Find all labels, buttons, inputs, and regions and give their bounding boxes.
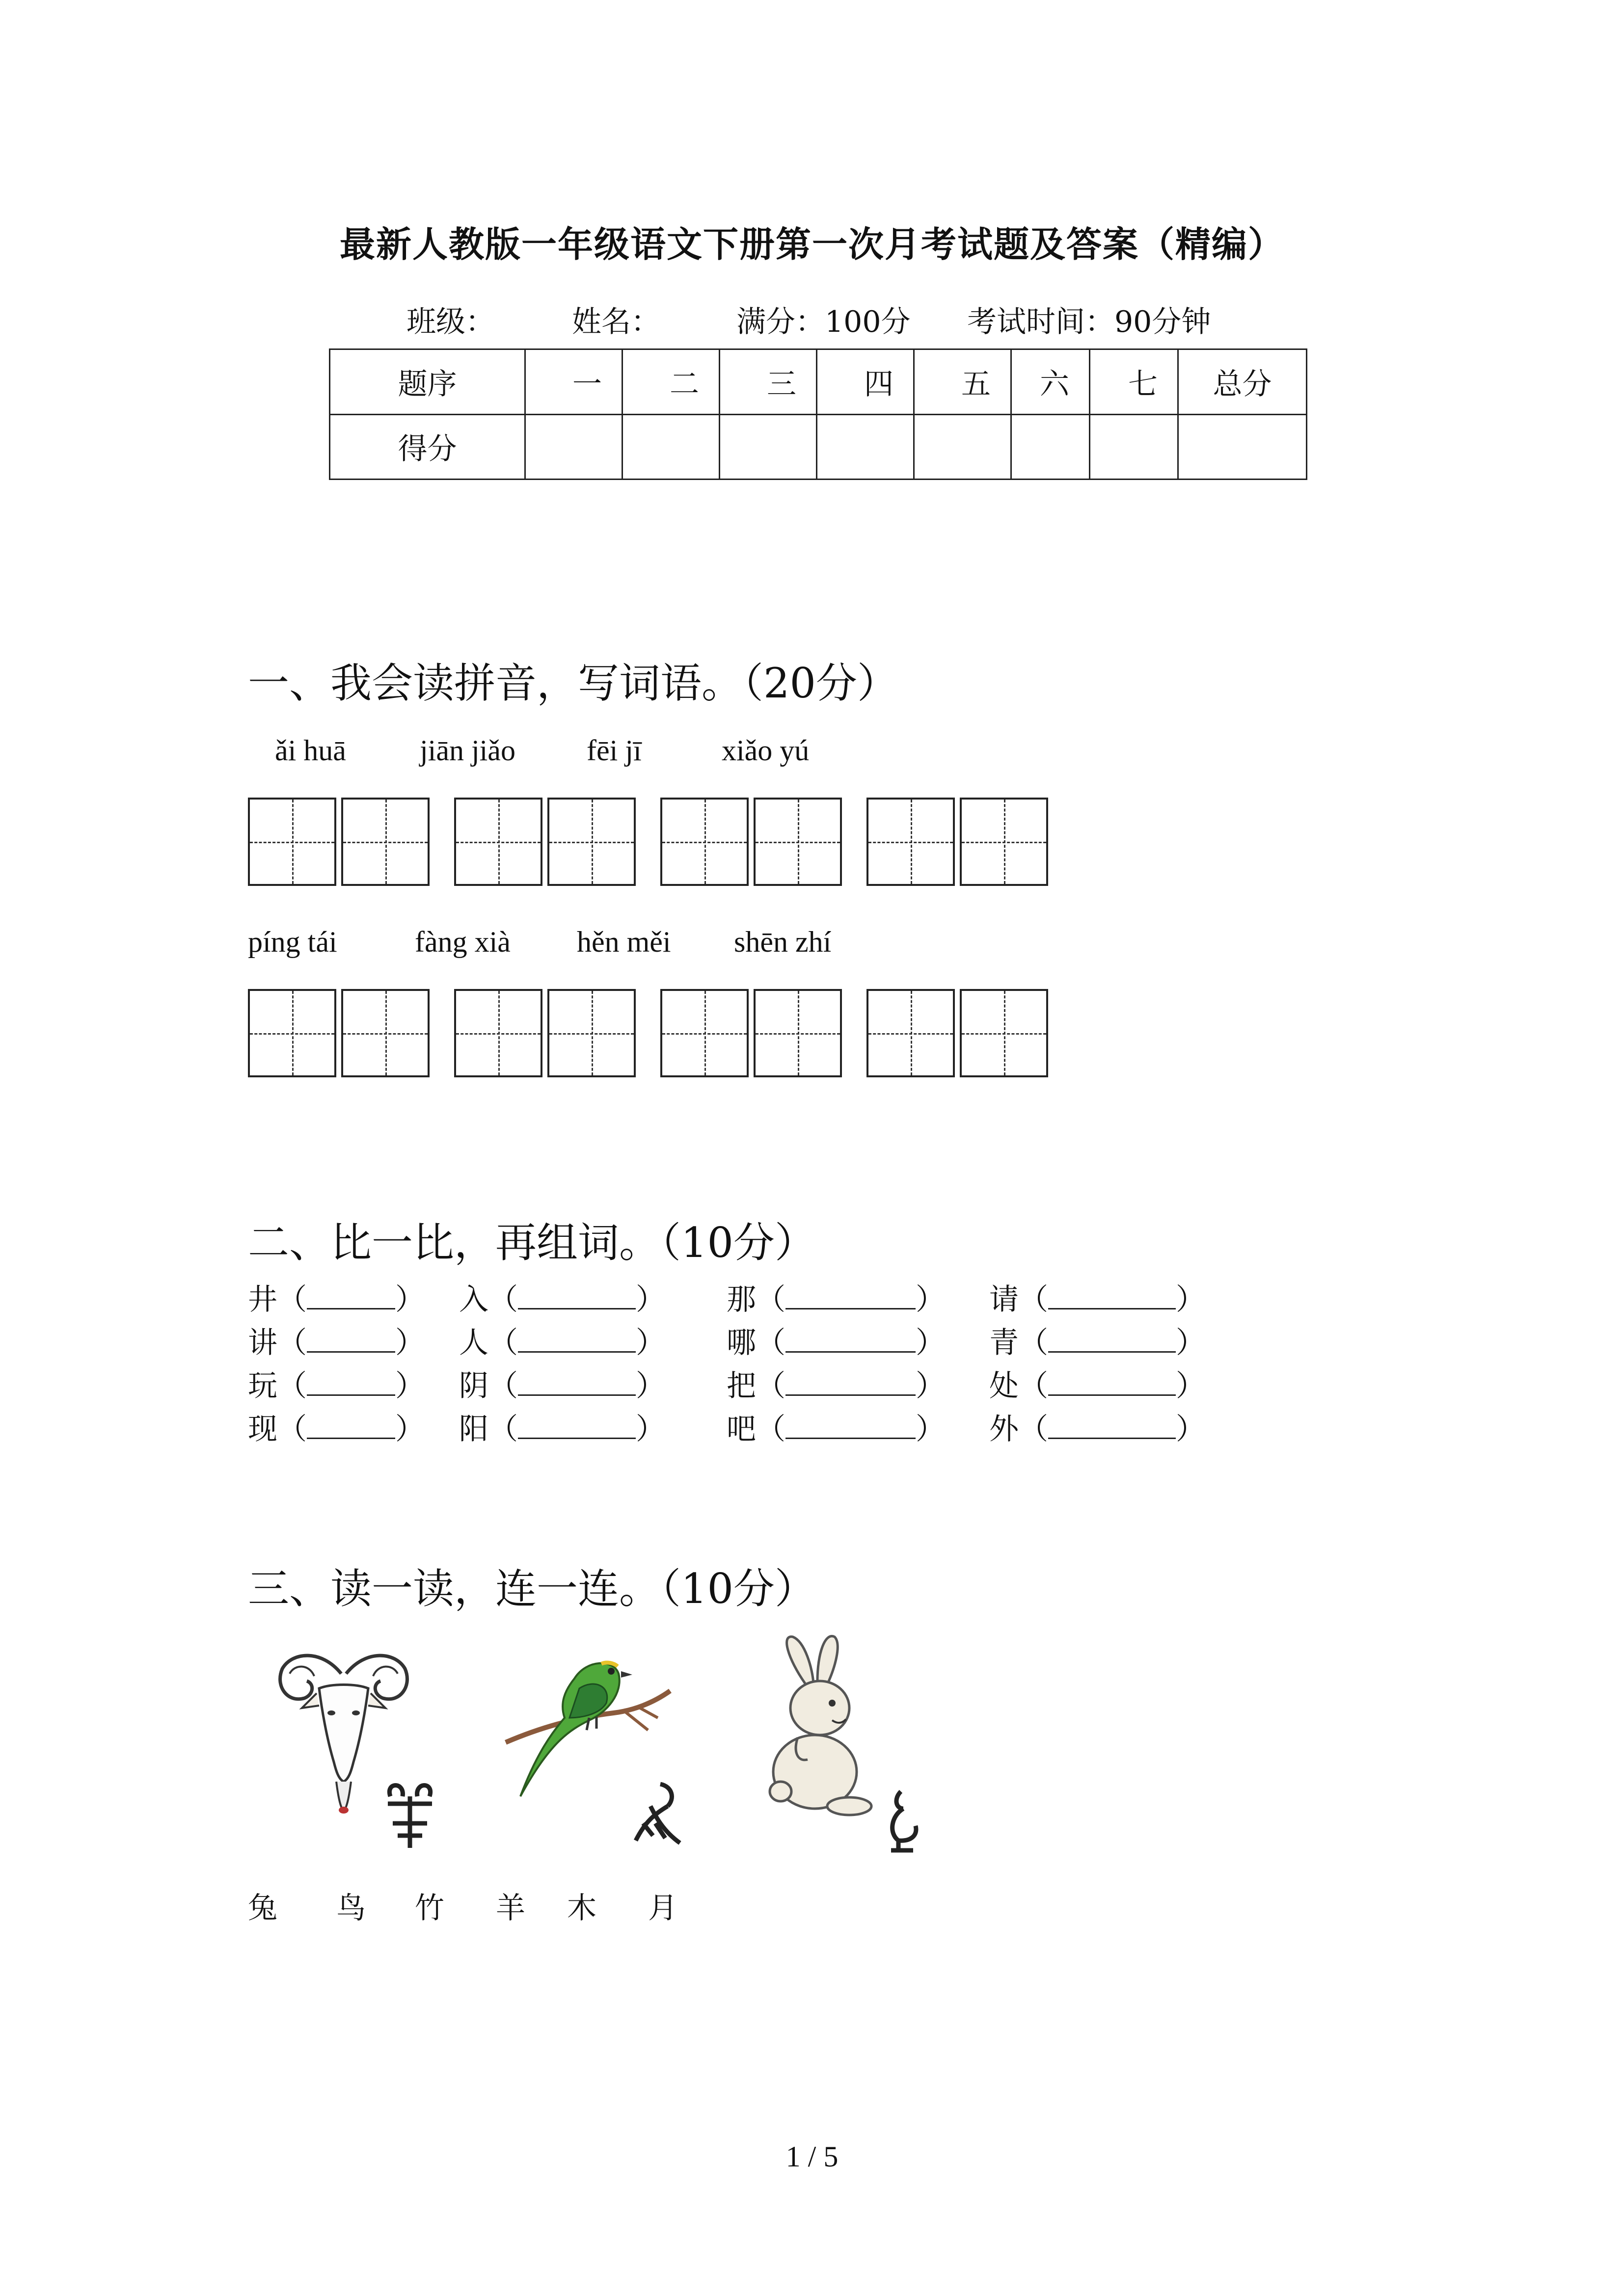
compare-word-item bbox=[248, 1319, 425, 1362]
writing-cell[interactable] bbox=[754, 989, 842, 1077]
close-paren: ） bbox=[1176, 1282, 1205, 1317]
pinyin-label: fēi jī bbox=[587, 734, 642, 767]
name-label: 姓名： bbox=[572, 305, 660, 339]
score-input-cell[interactable] bbox=[1011, 414, 1090, 480]
close-paren: ） bbox=[395, 1412, 425, 1446]
score-table-cell: 二 bbox=[623, 349, 720, 415]
question-2-heading: 二、比一比，再组词。（10分） bbox=[248, 1219, 816, 1267]
compare-char: 阳 bbox=[459, 1412, 488, 1446]
grid-guide-horizontal bbox=[250, 1033, 334, 1035]
grid-guide-horizontal bbox=[868, 842, 953, 843]
full-score: 满分：100分 bbox=[736, 305, 911, 339]
answer-blank[interactable] bbox=[307, 1329, 395, 1353]
writing-cell[interactable] bbox=[547, 798, 636, 886]
answer-blank[interactable] bbox=[307, 1372, 395, 1396]
grid-guide-horizontal bbox=[343, 1033, 428, 1035]
answer-blank[interactable] bbox=[785, 1329, 916, 1353]
open-paren: （ bbox=[756, 1369, 785, 1403]
compare-word-item bbox=[989, 1319, 1205, 1362]
match-char[interactable]: 竹 bbox=[415, 1891, 444, 1925]
score-input-cell[interactable] bbox=[1178, 414, 1307, 480]
compare-char: 请 bbox=[989, 1282, 1019, 1317]
answer-blank[interactable] bbox=[1048, 1285, 1176, 1309]
score-table-cell: 四 bbox=[817, 349, 914, 415]
close-paren: ） bbox=[636, 1326, 665, 1360]
compare-char: 玩 bbox=[248, 1369, 277, 1403]
writing-cell[interactable] bbox=[960, 798, 1048, 886]
score-table-cell: 一 bbox=[525, 349, 623, 415]
close-paren: ） bbox=[916, 1326, 945, 1360]
compare-char: 那 bbox=[727, 1282, 756, 1317]
compare-word-item bbox=[248, 1406, 425, 1448]
score-table-cell: 六 bbox=[1011, 349, 1090, 415]
pinyin-label: jiān jiǎo bbox=[420, 734, 515, 767]
answer-blank[interactable] bbox=[307, 1415, 395, 1439]
writing-cell[interactable] bbox=[248, 989, 336, 1077]
compare-word-item bbox=[989, 1362, 1205, 1405]
open-paren: （ bbox=[277, 1282, 307, 1317]
match-char[interactable]: 木 bbox=[567, 1891, 596, 1925]
score-table-header-row bbox=[330, 349, 1307, 415]
grid-guide-horizontal bbox=[549, 842, 634, 843]
match-char[interactable]: 兔 bbox=[248, 1891, 277, 1925]
compare-char: 把 bbox=[727, 1369, 756, 1403]
compare-word-item bbox=[727, 1406, 945, 1448]
score-table-cell: 得分 bbox=[330, 414, 525, 480]
grid-guide-horizontal bbox=[456, 842, 541, 843]
score-input-cell[interactable] bbox=[817, 414, 914, 480]
close-paren: ） bbox=[1176, 1326, 1205, 1360]
grid-guide-horizontal bbox=[756, 842, 840, 843]
score-input-cell[interactable] bbox=[623, 414, 720, 480]
answer-blank[interactable] bbox=[518, 1285, 636, 1309]
compare-word-item bbox=[989, 1276, 1205, 1318]
compare-char: 阴 bbox=[459, 1369, 488, 1403]
compare-char: 现 bbox=[248, 1412, 277, 1446]
answer-blank[interactable] bbox=[785, 1372, 916, 1396]
pinyin-label: xiǎo yú bbox=[722, 734, 810, 767]
question-3-heading: 三、读一读，连一连。（10分） bbox=[248, 1565, 816, 1613]
score-table-score-row bbox=[330, 414, 1307, 480]
grid-guide-horizontal bbox=[962, 842, 1046, 843]
close-paren: ） bbox=[395, 1326, 425, 1360]
answer-blank[interactable] bbox=[785, 1285, 916, 1309]
close-paren: ） bbox=[916, 1412, 945, 1446]
grid-guide-horizontal bbox=[549, 1033, 634, 1035]
grid-guide-horizontal bbox=[662, 1033, 747, 1035]
grid-guide-horizontal bbox=[662, 842, 747, 843]
compare-word-item bbox=[459, 1276, 665, 1318]
compare-char: 哪 bbox=[727, 1326, 756, 1360]
close-paren: ） bbox=[636, 1369, 665, 1403]
score-table-cell: 三 bbox=[720, 349, 817, 415]
score-table-cell: 五 bbox=[914, 349, 1011, 415]
answer-blank[interactable] bbox=[1048, 1329, 1176, 1353]
score-input-cell[interactable] bbox=[525, 414, 623, 480]
open-paren: （ bbox=[488, 1282, 518, 1317]
open-paren: （ bbox=[756, 1326, 785, 1360]
compare-char: 讲 bbox=[248, 1326, 277, 1360]
answer-blank[interactable] bbox=[518, 1415, 636, 1439]
score-table-cell: 总分 bbox=[1178, 349, 1307, 415]
class-label: 班级： bbox=[406, 305, 495, 339]
compare-char: 处 bbox=[989, 1369, 1019, 1403]
pinyin-label: hěn měi bbox=[577, 926, 671, 958]
grid-guide-horizontal bbox=[868, 1033, 953, 1035]
pinyin-label: fàng xià bbox=[415, 926, 511, 958]
grid-guide-horizontal bbox=[343, 842, 428, 843]
compare-word-item bbox=[727, 1276, 945, 1318]
grid-guide-horizontal bbox=[756, 1033, 840, 1035]
compare-char: 入 bbox=[459, 1282, 488, 1317]
grid-guide-horizontal bbox=[250, 842, 334, 843]
compare-word-item bbox=[989, 1406, 1205, 1448]
compare-char: 人 bbox=[459, 1326, 488, 1360]
writing-cell[interactable] bbox=[660, 798, 749, 886]
compare-word-item bbox=[459, 1406, 665, 1448]
pinyin-label: píng tái bbox=[248, 926, 337, 958]
sheep-ancient-glyph bbox=[380, 1777, 439, 1850]
writing-cell[interactable] bbox=[547, 989, 636, 1077]
writing-cell[interactable] bbox=[866, 798, 955, 886]
compare-word-item bbox=[459, 1362, 665, 1405]
close-paren: ） bbox=[636, 1412, 665, 1446]
answer-blank[interactable] bbox=[1048, 1372, 1176, 1396]
rabbit-ancient-glyph bbox=[876, 1787, 925, 1855]
score-table-cell: 七 bbox=[1090, 349, 1178, 415]
writing-cell[interactable] bbox=[754, 798, 842, 886]
compare-word-item bbox=[727, 1362, 945, 1405]
compare-char: 外 bbox=[989, 1412, 1019, 1446]
answer-blank[interactable] bbox=[307, 1285, 395, 1309]
open-paren: （ bbox=[277, 1412, 307, 1446]
writing-cell[interactable] bbox=[341, 798, 430, 886]
page-title: 最新人教版一年级语文下册第一次月考试题及答案（精编） bbox=[339, 223, 1284, 265]
close-paren: ） bbox=[395, 1282, 425, 1317]
writing-cell[interactable] bbox=[454, 989, 542, 1077]
pinyin-label: ǎi huā bbox=[275, 734, 346, 767]
writing-cell[interactable] bbox=[960, 989, 1048, 1077]
pinyin-label: shēn zhí bbox=[734, 926, 832, 958]
exam-time: 考试时间：90分钟 bbox=[967, 305, 1211, 339]
open-paren: （ bbox=[756, 1412, 785, 1446]
score-table-cell: 题序 bbox=[330, 349, 525, 415]
open-paren: （ bbox=[1019, 1326, 1048, 1360]
score-input-cell[interactable] bbox=[720, 414, 817, 480]
open-paren: （ bbox=[1019, 1282, 1048, 1317]
rabbit-illustration bbox=[758, 1629, 886, 1821]
close-paren: ） bbox=[1176, 1369, 1205, 1403]
open-paren: （ bbox=[1019, 1369, 1048, 1403]
open-paren: （ bbox=[488, 1369, 518, 1403]
match-char[interactable]: 鸟 bbox=[336, 1891, 366, 1925]
open-paren: （ bbox=[277, 1326, 307, 1360]
writing-cell[interactable] bbox=[866, 989, 955, 1077]
grid-guide-horizontal bbox=[456, 1033, 541, 1035]
page-number: 1 / 5 bbox=[785, 2140, 839, 2173]
grid-guide-horizontal bbox=[962, 1033, 1046, 1035]
open-paren: （ bbox=[488, 1326, 518, 1360]
question-1-heading: 一、我会读拼音，写词语。（20分） bbox=[248, 659, 898, 707]
score-input-cell[interactable] bbox=[914, 414, 1011, 480]
compare-char: 吧 bbox=[727, 1412, 756, 1446]
open-paren: （ bbox=[277, 1369, 307, 1403]
compare-word-item bbox=[727, 1319, 945, 1362]
close-paren: ） bbox=[395, 1369, 425, 1403]
match-char[interactable]: 月 bbox=[648, 1891, 677, 1925]
answer-blank[interactable] bbox=[785, 1415, 916, 1439]
score-input-cell[interactable] bbox=[1090, 414, 1178, 480]
compare-word-item bbox=[459, 1319, 665, 1362]
open-paren: （ bbox=[756, 1282, 785, 1317]
close-paren: ） bbox=[916, 1369, 945, 1403]
open-paren: （ bbox=[488, 1412, 518, 1446]
compare-char: 井 bbox=[248, 1282, 277, 1317]
close-paren: ） bbox=[1176, 1412, 1205, 1446]
matching-characters bbox=[248, 1885, 677, 1927]
writing-cell[interactable] bbox=[341, 989, 430, 1077]
match-char[interactable]: 羊 bbox=[496, 1891, 525, 1925]
score-table bbox=[329, 348, 1307, 480]
compare-word-item bbox=[248, 1362, 425, 1405]
open-paren: （ bbox=[1019, 1412, 1048, 1446]
answer-blank[interactable] bbox=[518, 1329, 636, 1353]
bird-ancient-glyph bbox=[626, 1777, 690, 1850]
writing-cell[interactable] bbox=[454, 798, 542, 886]
answer-blank[interactable] bbox=[1048, 1415, 1176, 1439]
answer-blank[interactable] bbox=[518, 1372, 636, 1396]
compare-char: 青 bbox=[989, 1326, 1019, 1360]
compare-word-item bbox=[248, 1276, 425, 1318]
writing-cell[interactable] bbox=[248, 798, 336, 886]
writing-cell[interactable] bbox=[660, 989, 749, 1077]
close-paren: ） bbox=[916, 1282, 945, 1317]
close-paren: ） bbox=[636, 1282, 665, 1317]
